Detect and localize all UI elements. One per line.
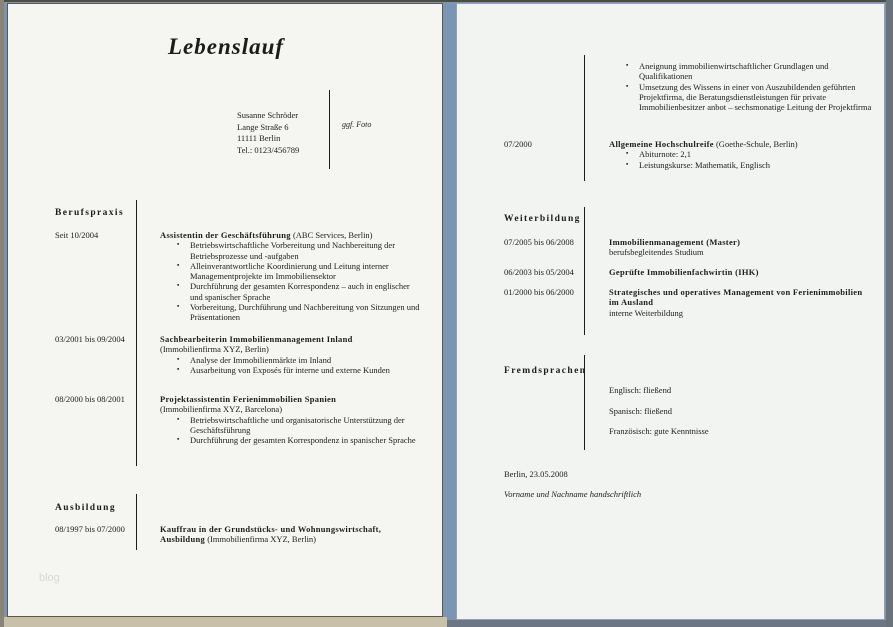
entry-content [609, 139, 873, 170]
entry-date: 08/1997 bis 07/2000 [55, 524, 125, 534]
entry-bullet-list [160, 240, 424, 322]
entry-title: Allgemeine Hochschulreife [609, 139, 714, 149]
entry-title: Immobilienmanagement (Master) [609, 237, 741, 247]
entry-date: 03/2001 bis 09/2004 [55, 334, 125, 344]
entry-content [609, 287, 873, 318]
bottom-right-shadow [447, 620, 886, 627]
square-bullet-icon: ▪ [177, 303, 180, 311]
square-bullet-icon: ▪ [626, 160, 629, 168]
bullet-item: ▪ Vorbereitung, Durchführung und Nachbereitung von Sitzungen und Präsentationen [177, 302, 420, 323]
entry-content [609, 237, 873, 258]
square-bullet-icon: ▪ [626, 82, 629, 90]
entry-title-suffix: (Immobilienfirma XYZ, Berlin) [205, 534, 317, 545]
signature-hint: Vorname und Nachname handschriftlich [504, 489, 642, 499]
entry-title: Sachbearbeiterin Immobilienmanagement Inland [160, 334, 353, 344]
square-bullet-icon: ▪ [626, 150, 629, 158]
photo-placeholder-label: ggf. Foto [342, 120, 372, 129]
section-divider-berufspraxis [136, 200, 137, 466]
entry-subtitle: berufsbegleitendes Studium [609, 247, 704, 258]
bullet-item: ▪ Abiturnote: 2,1 [626, 149, 691, 160]
square-bullet-icon: ▪ [177, 436, 180, 444]
section-heading-fremdsprachen: Fremdsprachen [504, 366, 587, 376]
bullet-item: ▪ Umsetzung des Wissens in einer von Auszubildenden geführten Projektfirma, die Beratungsdienstleistungen für private Immobilienbesitzer anbot – sechsmonatige Leitung der Projektfirma [626, 81, 872, 113]
entry-subtitle: (Immobilienfirma XYZ, Barcelona) [160, 404, 283, 415]
square-bullet-icon: ▪ [626, 62, 629, 69]
bullet-item: ▪ Betriebswirtschaftliche und organisatorische Unterstützung der Geschäftsführung [177, 414, 405, 435]
entry-date: 07/2005 bis 06/2008 [504, 237, 574, 247]
entry-date: Seit 10/2004 [55, 230, 99, 240]
right-frame-edge [886, 0, 893, 627]
entry-subtitle: interne Weiterbildung [609, 307, 683, 318]
entry-title: Projektassistentin Ferienimmobilien Spanien [160, 394, 337, 404]
place-date: Berlin, 23.05.2008 [504, 469, 568, 479]
contact-phone: Tel.: 0123/456789 [237, 144, 300, 155]
contact-city: 11111 Berlin [237, 133, 281, 144]
entry-bullet-list [160, 355, 424, 376]
entry-content [609, 267, 873, 277]
entry-bullet-list [609, 61, 873, 112]
cv-page-2 [456, 3, 885, 620]
bullet-item: ▪ Durchführung der gesamten Korrespondenz in spanischer Sprache [177, 435, 416, 446]
bullet-item: ▪ Aneignung immobilienwirtschaftlicher Grundlagen und Qualifikationen [626, 61, 829, 82]
cv-page-1 [7, 3, 443, 617]
entry-date: 07/2000 [504, 139, 532, 149]
contact-name: Susanne Schröder [237, 110, 299, 120]
entry-title-suffix: (Goethe-Schule, Berlin) [713, 139, 798, 149]
section-heading-berufspraxis: Berufspraxis [55, 208, 125, 218]
contact-block [237, 110, 299, 156]
entry-bullet-list [160, 415, 424, 446]
square-bullet-icon: ▪ [177, 282, 180, 290]
entry-content [160, 230, 424, 323]
entry-title: Strategisches und operatives Management von Ferienimmobilien im Ausland [609, 287, 863, 308]
entry-title-suffix: (ABC Services, Berlin) [290, 230, 373, 240]
section-divider-ausbildung [136, 494, 137, 550]
bullet-item: ▪ Durchführung der gesamten Korrespondenz – auch in englischer und spanischer Sprache [177, 281, 410, 302]
left-frame-edge [0, 0, 4, 627]
entry-date: 01/2000 bis 06/2000 [504, 287, 574, 297]
language-item-french: Französisch: gute Kenntnisse [609, 426, 709, 436]
top-frame-edge [0, 0, 893, 2]
bullet-item: ▪ Ausarbeitung von Exposés für interne und externe Kunden [177, 364, 390, 375]
language-item-english: Englisch: fließend [609, 385, 672, 395]
page-title: Lebenslauf [168, 34, 285, 59]
bullet-item: ▪ Alleinverantwortliche Koordinierung und Leitung interner Managementprojekte im Immobiliensektor [177, 260, 389, 282]
square-bullet-icon: ▪ [177, 261, 180, 269]
bottom-left-shadow [4, 617, 447, 627]
entry-content [609, 61, 873, 112]
bullet-item: ▪ Betriebswirtschaftliche Vorbereitung und Nachbereitung der Betriebsprozesse und -aufgaben [177, 240, 396, 261]
photo-divider-line [329, 90, 330, 169]
entry-date: 08/2000 bis 08/2001 [55, 394, 125, 404]
entry-title: Geprüfte Immobilienfachwirtin (IHK) [609, 267, 759, 277]
section-divider-ausbildung-continued [584, 55, 585, 181]
section-heading-ausbildung: Ausbildung [55, 503, 117, 513]
entry-date: 06/2003 bis 05/2004 [504, 267, 574, 277]
entry-title: Kauffrau in der Grundstücks- und Wohnungswirtschaft, Ausbildung [160, 524, 382, 545]
bullet-item: ▪ Leistungskurse: Mathematik, Englisch [626, 159, 771, 170]
entry-content [160, 524, 424, 545]
square-bullet-icon: ▪ [177, 365, 180, 373]
contact-street: Lange Straße 6 [237, 121, 289, 132]
section-heading-weiterbildung: Weiterbildung [504, 214, 581, 224]
section-divider-weiterbildung [584, 207, 585, 335]
entry-content [160, 394, 424, 445]
entry-title: Assistentin der Geschäftsführung [160, 230, 291, 240]
square-bullet-icon: ▪ [177, 355, 180, 363]
entry-bullet-list [609, 149, 873, 170]
watermark-blog: blog [39, 572, 60, 584]
entry-subtitle: (Immobilienfirma XYZ, Berlin) [160, 344, 269, 355]
bullet-item: ▪ Analyse der Immobilienmärkte im Inland [177, 354, 332, 365]
square-bullet-icon: ▪ [177, 415, 180, 423]
entry-content [160, 334, 424, 375]
square-bullet-icon: ▪ [177, 241, 180, 249]
language-item-spanish: Spanisch: fließend [609, 406, 673, 416]
